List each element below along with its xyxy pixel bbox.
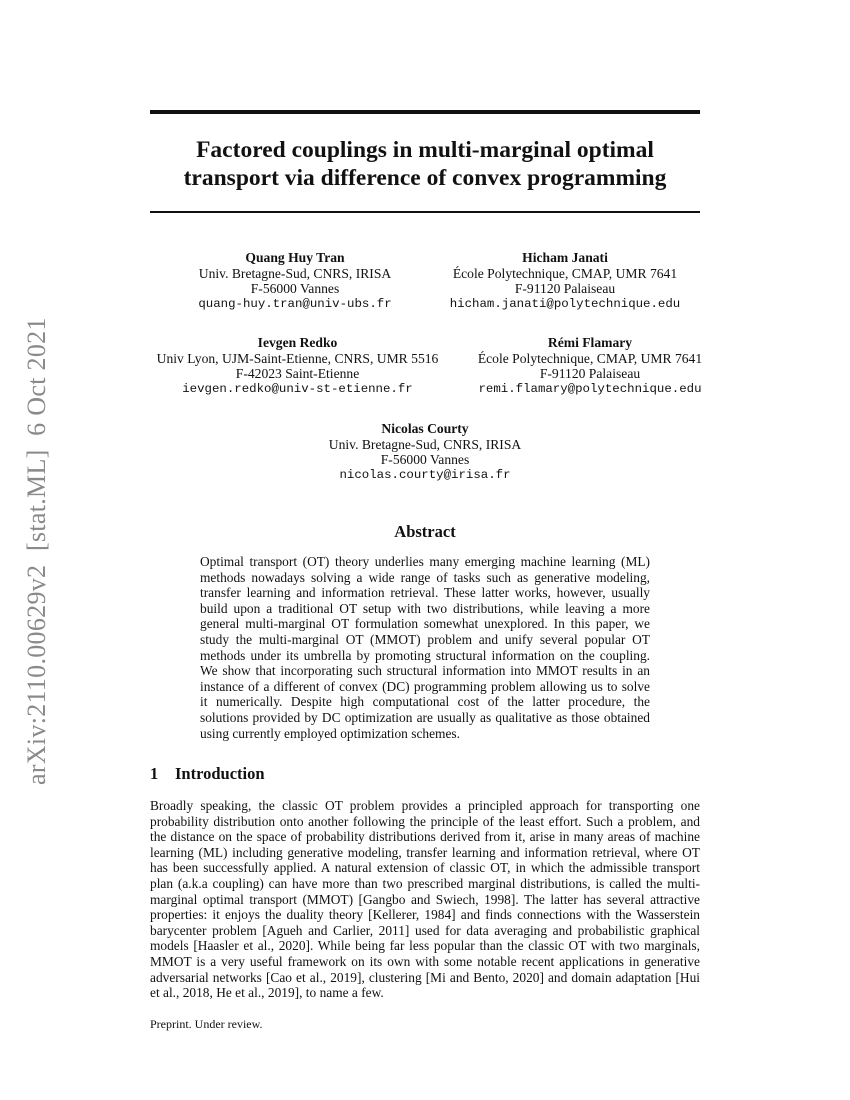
author-block <box>420 250 710 312</box>
author-name: Nicolas Courty <box>381 421 469 436</box>
author-block <box>170 250 420 312</box>
abstract-heading: Abstract <box>394 522 456 541</box>
author-address: F-42023 Saint-Etienne <box>235 366 360 382</box>
arxiv-identifier-stamp: arXiv:2110.00629v2 [stat.ML] 6 Oct 2021 <box>22 317 51 785</box>
section-title: Introduction <box>175 764 265 783</box>
author-email[interactable]: ievgen.redko@univ-st-etienne.fr <box>182 381 413 396</box>
author-address: F-56000 Vannes <box>380 452 470 468</box>
author-block <box>300 421 550 483</box>
title-bottom-rule <box>150 211 700 213</box>
author-name: Hicham Janati <box>522 250 608 265</box>
paper-title-line-2: transport via difference of convex programming <box>183 165 667 191</box>
author-email[interactable]: remi.flamary@polytechnique.edu <box>478 381 702 396</box>
author-affiliation: Univ. Bretagne-Sud, CNRS, IRISA <box>328 436 522 452</box>
author-block <box>445 335 735 397</box>
author-affiliation: Univ. Bretagne-Sud, CNRS, IRISA <box>198 265 392 281</box>
paper-title-line-1: Factored couplings in multi-marginal optimal <box>196 137 654 163</box>
author-affiliation: École Polytechnique, CMAP, UMR 7641 <box>452 265 678 281</box>
author-name: Ievgen Redko <box>257 335 338 350</box>
author-email[interactable]: nicolas.courty@irisa.fr <box>339 467 511 482</box>
introduction-paragraph: Broadly speaking, the classic OT problem provides a principled approach for transporting one probability distribution onto another following the principle of the least effort. Such a problem, and the distance on the space of probability distributions derived from it, arise in many areas of machine learning (ML) including generative modeling, transfer learning and information retrieval, where OT has been successfully applied. A natural extension of classic OT, in which the admissible transport plan (a.k.a coupling) can have more than two prescribed marginal distributions, is called the multi-marginal optimal transport (MMOT) [Gangbo and Swiech, 1998]. The latter has several attractive properties: it enjoys the duality theory [Kellerer, 1984] and finds connections with the Wasserstein barycenter problem [Agueh and Carlier, 2011] used for data averaging and probabilistic graphical models [Haasler et al., 2020]. While being far less popular than the classic OT with two marginals, MMOT is a very useful framework on its own with some notable recent applications in generative adversarial networks [Cao et al., 2019], clustering [Mi and Bento, 2020] and domain adaptation [Hui et al., 2018, He et al., 2019], to name a few. <box>150 798 700 1001</box>
paper-title <box>150 136 700 192</box>
title-top-rule <box>150 110 700 114</box>
section-heading-introduction <box>150 764 265 784</box>
author-address: F-91120 Palaiseau <box>514 281 616 297</box>
author-block <box>145 335 450 397</box>
author-email[interactable]: quang-huy.tran@univ-ubs.fr <box>198 296 392 311</box>
preprint-footer: Preprint. Under review. <box>150 1017 263 1031</box>
author-affiliation: Univ Lyon, UJM-Saint-Etienne, CNRS, UMR 5516 <box>156 350 439 366</box>
author-name: Rémi Flamary <box>547 335 633 350</box>
author-name: Quang Huy Tran <box>245 250 345 265</box>
author-affiliation: École Polytechnique, CMAP, UMR 7641 <box>477 350 703 366</box>
author-address: F-91120 Palaiseau <box>539 366 641 382</box>
section-number: 1 <box>150 764 159 783</box>
author-address: F-56000 Vannes <box>250 281 340 297</box>
author-email[interactable]: hicham.janati@polytechnique.edu <box>449 296 681 311</box>
abstract-body: Optimal transport (OT) theory underlies many emerging machine learning (ML) methods nowadays solving a wide range of tasks such as generative modeling, transfer learning and information retrieval. These latter works, however, usually build upon a traditional OT setup with two distributions, while leaving a more general multi-marginal OT formulation somewhat unexplored. In this paper, we study the multi-marginal OT (MMOT) problem and unify several popular OT methods under its umbrella by promoting structural information on the coupling. We show that incorporating such structural information into MMOT results in an instance of a different of convex (DC) programming problem allowing us to solve it numerically. Despite high computational cost of the latter procedure, the solutions provided by DC optimization are usually as qualitative as those obtained using currently employed optimization schemes. <box>200 554 650 741</box>
